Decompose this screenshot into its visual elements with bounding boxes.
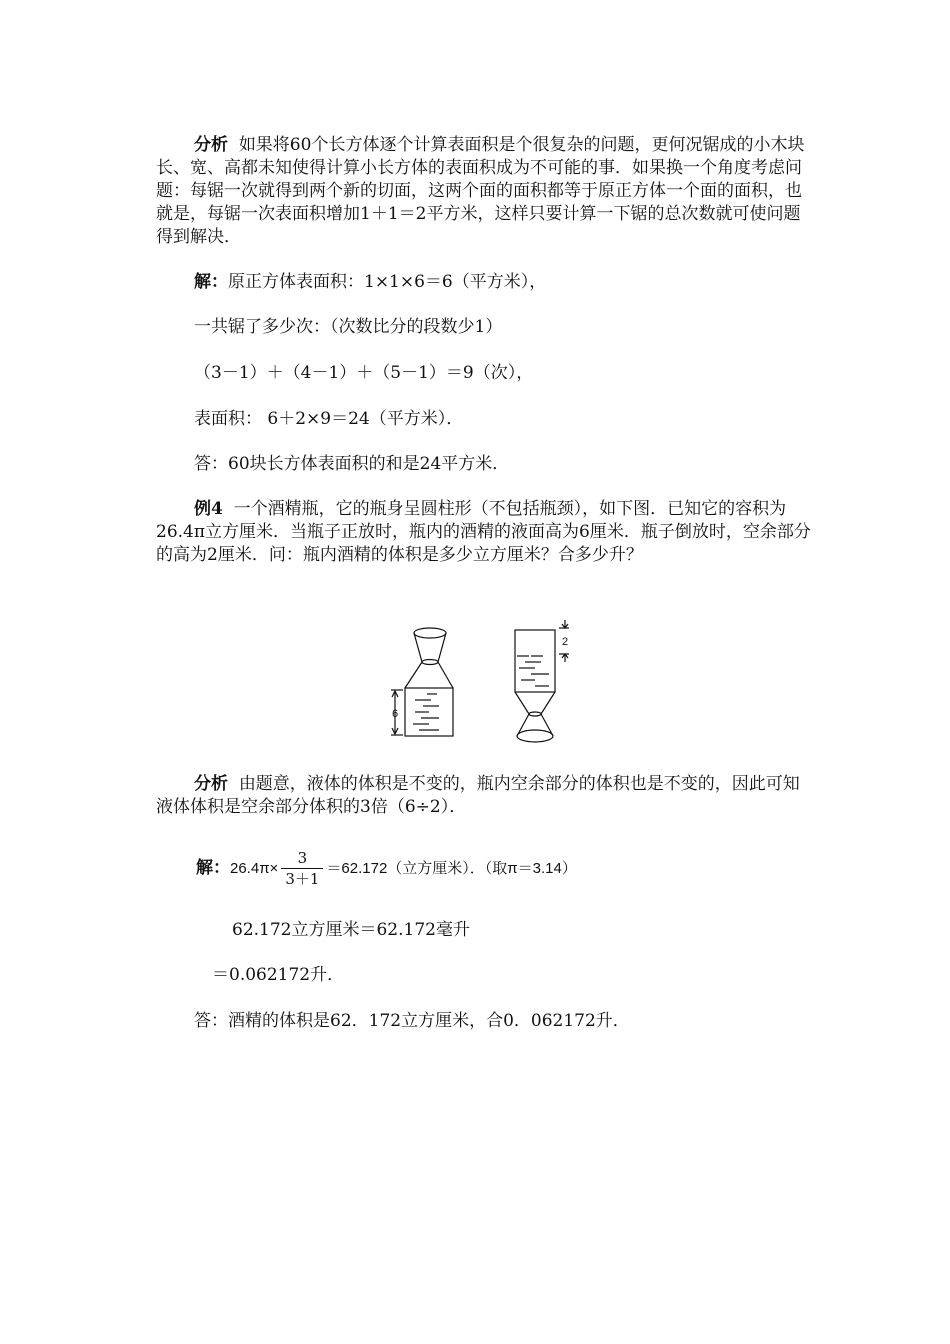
solution-2-line-1: [196, 845, 577, 892]
solution-label: 解：: [194, 272, 228, 292]
analysis-2-label: 分析: [194, 774, 228, 794]
analysis-2-text: 由题意，液体的体积是不变的，瓶内空余部分的体积也是不变的，因此可知液体体积是空余部分体积的3倍（6÷2）．: [156, 774, 800, 817]
solution-2-line-3: ＝0.062172升．: [212, 965, 345, 985]
solution-2-line-2: 62.172立方厘米＝62.172毫升: [232, 920, 470, 940]
analysis-paragraph-2: [156, 773, 816, 819]
solution-2-label: 解：: [196, 858, 230, 878]
expr-suffix: ＝62.172（立方厘米）．（取π＝3.14）: [326, 860, 577, 877]
inverted-bottle: [515, 620, 569, 742]
solution-1-line-2: 一共锯了多少次：（次数比分的段数少1）: [194, 317, 503, 337]
analysis-paragraph-1: [156, 134, 816, 249]
example-4-paragraph: [156, 498, 816, 567]
analysis-text: 如果将60个长方体逐个计算表面积是个很复杂的问题，更何况锯成的小木块长、宽、高都未知使得计算小长方体的表面积成为不可能的事．如果换一个角度考虑问题：每锯一次就得到两个新的切面，这两个面的面积都等于原正方体一个面的面积，也就是，每锯一次表面积增加1＋1＝2平方米，这样只要计算一下锯的总次数就可使问题得到解决．: [156, 135, 805, 247]
solution-1-text: 原正方体表面积：1×1×6＝6（平方米），: [228, 272, 547, 292]
bottle-figure: [385, 618, 585, 753]
inverted-gap-label: 2: [562, 636, 569, 648]
solution-1-line-3: （3－1）＋（4－1）＋（5－1）＝9（次），: [194, 363, 534, 383]
upright-height-label: 6: [392, 708, 399, 720]
analysis-label: 分析: [194, 135, 228, 155]
expr-prefix: 26.4π×: [230, 860, 279, 877]
solution-2-answer: 答：酒精的体积是62．172立方厘米，合0．062172升．: [194, 1011, 630, 1031]
solution-1-line-1: [194, 271, 546, 294]
upright-bottle: [391, 628, 453, 736]
solution-1-answer: 答：60块长方体表面积的和是24平方米．: [194, 454, 510, 474]
fraction-denominator: 3＋1: [285, 870, 320, 888]
example-text: 一个酒精瓶，它的瓶身呈圆柱形（不包括瓶颈），如下图．已知它的容积为26.4π立方厘米．当瓶子正放时，瓶内的酒精的液面高为6厘米．瓶子倒放时，空余部分的高为2厘米．问：瓶内酒精的体积是多少立方厘米？合多少升？: [156, 499, 811, 565]
example-label: 例4: [194, 499, 223, 519]
solution-1-line-4: 表面积： 6＋2×9＝24（平方米）．: [194, 409, 464, 429]
bottle-diagram: [385, 618, 585, 748]
fraction: [281, 848, 323, 889]
fraction-numerator: 3: [281, 848, 323, 869]
